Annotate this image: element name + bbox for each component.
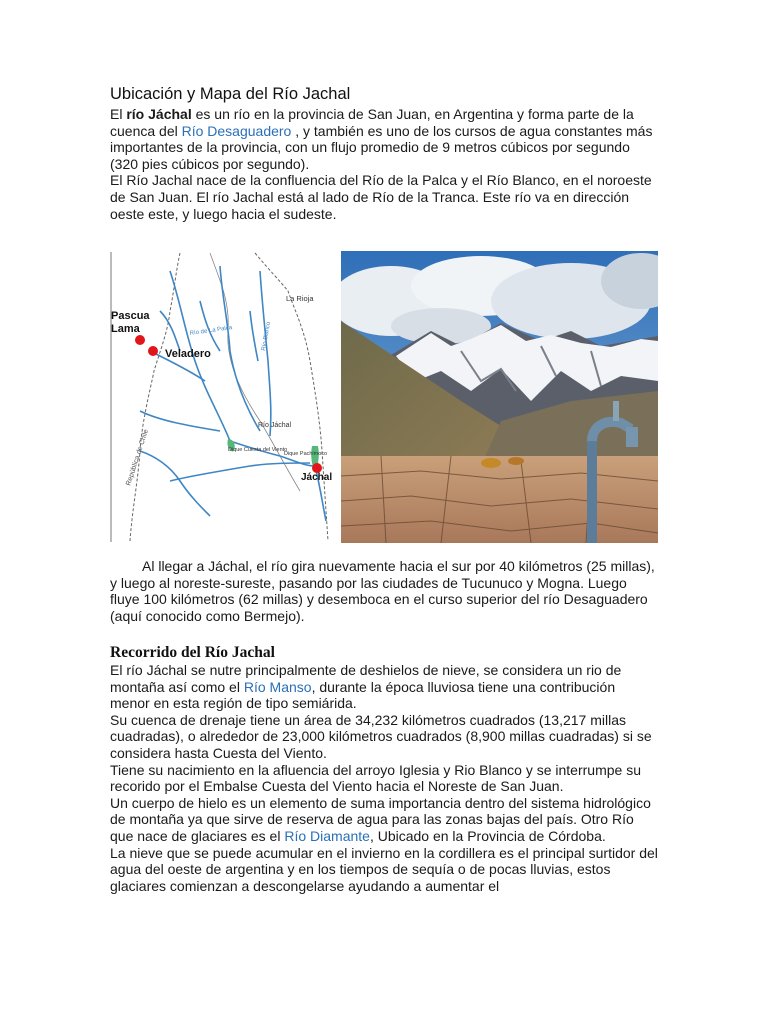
bold-term: río Jáchal (126, 106, 192, 122)
label-rio-blanco: Río Blanco (261, 321, 273, 352)
link-rio-desaguadero[interactable]: Río Desaguadero (181, 122, 292, 139)
paragraph-basin: Su cuenca de drenaje tiene un área de 34,232 kilómetros cuadrados (13,217 millas cuadradas), o alrededor de 23,000 kilómetros cuadrados (8,900 millas cuadradas) si se considera hasta Cuesta del Viento. (110, 711, 652, 761)
label-jachal: Jáchal (301, 472, 333, 483)
link-rio-manso[interactable]: Río Manso (243, 678, 312, 695)
paragraph-origin: El Río Jachal nace de la confluencia del Río de la Palca y el Río Blanco, en el noroeste de San Juan. El río Jachal está al lado de Río de la Tranca. Este río va en dirección oeste este, y luego hacia el sudeste. (110, 172, 652, 222)
label-veladero: Veladero (165, 348, 211, 360)
text: es un río en la provincia de San Juan, en Argentina y forma parte de la cuenca del (110, 106, 634, 139)
paragraph-route (110, 558, 658, 624)
text: , durante la época lluviosa tiene una contribución menor en esta región de tipo semiárida. (110, 678, 616, 712)
label-rio-jachal: Río Jáchal (258, 422, 292, 429)
label-la-rioja: La Rioja (286, 294, 314, 303)
marker-pascua-lama (135, 335, 145, 345)
text: , y también es uno de los cursos de agua constantes más importantes de la provincia, con un flujo promedio de 9 metros cúbicos por segundo (320 pies cúbicos por segundo). (110, 122, 653, 172)
paragraph-intro (110, 106, 655, 172)
paragraph-route-text: Al llegar a Jáchal, el río gira nuevamente hacia el sur por 40 kilómetros (25 millas), y luego al noreste-sureste, pasando por las ciudades de Tucunuco y Mogna. Luego fluye 100 kilómetros (62 millas) y desemboca en el curso superior del río Desaguadero (aquí conocido como Bermejo). (110, 558, 655, 624)
label-dique-pachimoco: Dique Pachimoco (284, 451, 328, 457)
river-map (110, 251, 340, 543)
label-lama: Lama (111, 323, 140, 335)
label-pascua: Pascua (111, 310, 150, 322)
page-title: Ubicación y Mapa del Río Jachal (110, 85, 351, 103)
label-dique-cuesta: Dique Cuesta del Viento (228, 447, 288, 453)
mountain-photo (341, 251, 658, 543)
paragraph-snow: La nieve que se puede acumular en el invierno en la cordillera es el principal surtidor del agua del oeste de argentina y en los tiempos de sequía o de pocas lluvias, estos glaciares comienzan a descongelarse ayudando a aumentar el (110, 844, 658, 894)
text: El río Jáchal se nutre principalmente de deshielos de nieve, se considera un rio de montaña así como el (110, 662, 622, 695)
paragraph-snowmelt (110, 662, 658, 712)
link-rio-diamante[interactable]: Río Diamante (284, 827, 370, 844)
text: El (110, 106, 127, 122)
section-heading: Recorrido del Río Jachal (110, 644, 275, 661)
paragraph-source: Tiene su nacimiento en la afluencia del arroyo Iglesia y Rio Blanco y se interrumpe su recorido por el Embalse Cuesta del Viento hacia el Noreste de San Juan. (110, 761, 641, 795)
text: Un cuerpo de hielo es un elemento de suma importancia dentro del sistema hidrológico de montaña ya que sirve de reserva de agua para las zonas bajas del país. Otro Río que nace de glaciares es el (110, 794, 651, 844)
paragraph-ice (110, 795, 658, 845)
label-chile: República de Chile (125, 428, 151, 487)
label-rio-la-palca: Río de La Palca (189, 325, 233, 337)
intro-section (110, 84, 655, 222)
text: , Ubicado en la Provincia de Córdoba. (369, 827, 606, 844)
figures-row (110, 251, 658, 543)
route-section (110, 662, 658, 894)
marker-veladero (148, 346, 158, 356)
